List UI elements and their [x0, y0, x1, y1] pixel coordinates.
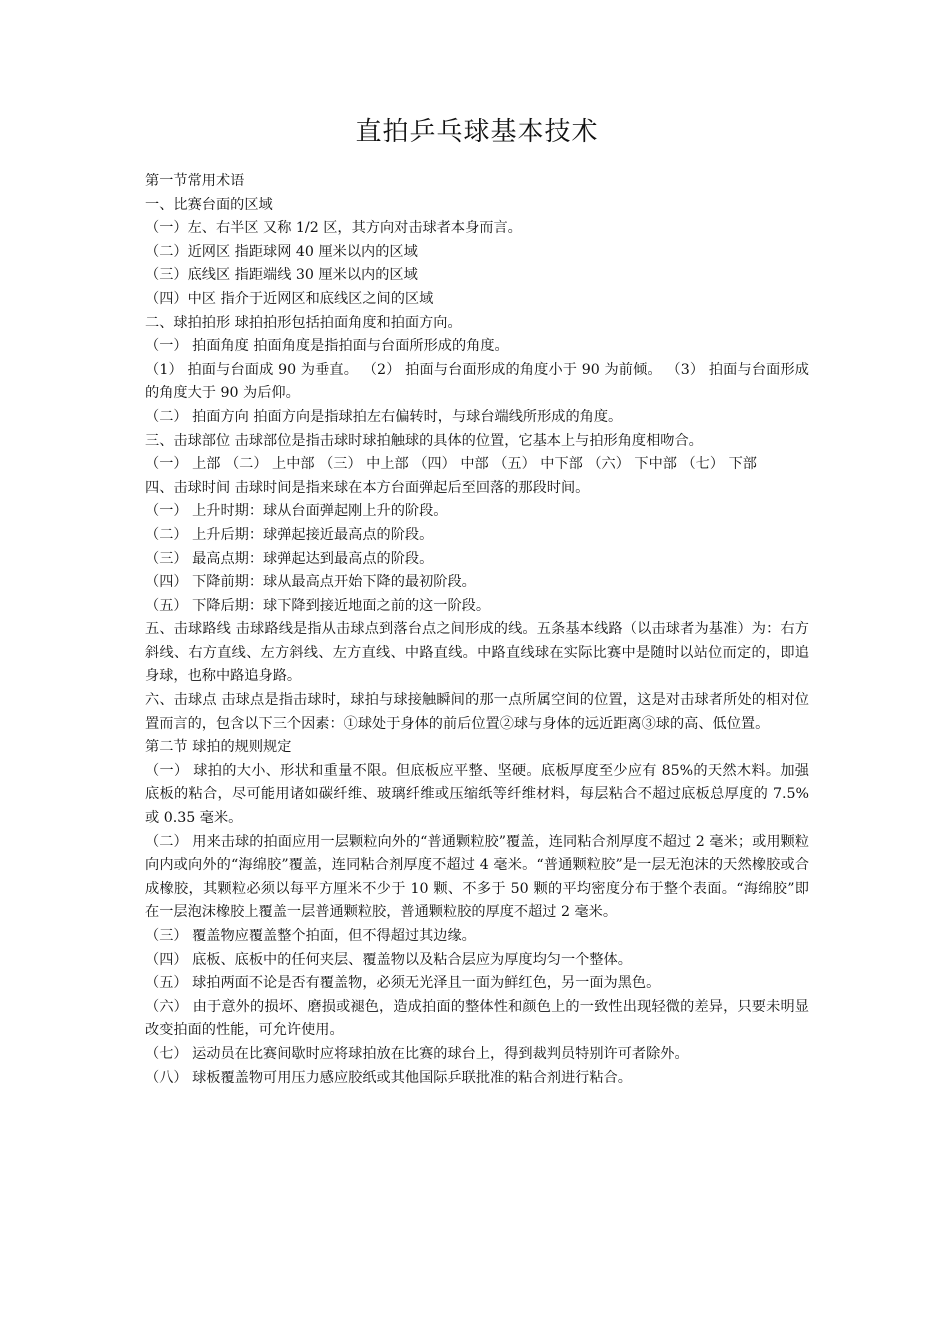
paragraph: （三） 最高点期：球弹起达到最高点的阶段。: [145, 550, 434, 567]
paragraph: （二）近网区 指距球网 40 厘米以内的区域: [145, 243, 418, 260]
document-body: [145, 170, 809, 1090]
paragraph: 一、比赛台面的区域: [145, 196, 273, 213]
paragraph: （七） 运动员在比赛间歇时应将球拍放在比赛的球台上，得到裁判员特别许可者除外。: [145, 1045, 689, 1062]
section-heading: 第二节 球拍的规则规定: [145, 739, 292, 756]
paragraph: （一） 上升时期：球从台面弹起刚上升的阶段。: [145, 503, 448, 520]
paragraph: （六） 由于意外的损坏、磨损或褪色，造成拍面的整体性和颜色上的一致性出现轻微的差异，只要未明显改变拍面的性能，可允许使用。: [145, 998, 809, 1039]
paragraph: 三、击球部位 击球部位是指击球时球拍触球的具体的位置，它基本上与拍形角度相吻合。: [145, 432, 703, 449]
paragraph: （一） 拍面角度 拍面角度是指拍面与台面所形成的角度。: [145, 338, 509, 355]
paragraph: （五） 下降后期：球下降到接近地面之前的这一阶段。: [145, 597, 491, 614]
paragraph: （一） 上部 （二） 上中部 （三） 中上部 （四） 中部 （五） 中下部 （六） 下中部 （七） 下部: [145, 456, 757, 473]
document-title: 直拍乒乓球基本技术: [355, 117, 599, 147]
paragraph: （一） 球拍的大小、形状和重量不限。但底板应平整、坚硬。底板厚度至少应有 85%的天然木料。加强底板的粘合，尽可能用诸如碳纤维、玻璃纤维或压缩纸等纤维材料，每层粘合不超过底板总厚度的 7.5%或 0.35 毫米。: [145, 762, 809, 827]
paragraph: （五） 球拍两面不论是否有覆盖物，必须无光泽且一面为鲜红色，另一面为黑色。: [145, 975, 661, 992]
paragraph: 六、击球点 击球点是指击球时，球拍与球接触瞬间的那一点所属空间的位置，这是对击球者所处的相对位置而言的，包含以下三个因素：①球处于身体的前后位置②球与身体的远近距离③球的高、低位置。: [145, 692, 809, 732]
paragraph: （四） 底板、底板中的任何夹层、覆盖物以及粘合层应为厚度均匀一个整体。: [145, 951, 632, 968]
paragraph: 四、击球时间 击球时间是指来球在本方台面弹起后至回落的那段时间。: [145, 479, 590, 496]
paragraph: （一）左、右半区 又称 1/2 区，其方向对击球者本身而言。: [145, 220, 522, 237]
section-heading: 第一节常用术语: [145, 173, 245, 189]
paragraph: （二） 拍面方向 拍面方向是指球拍左右偏转时，与球台端线所形成的角度。: [145, 408, 623, 425]
paragraph: 五、击球路线 击球路线是指从击球点到落台点之间形成的线。五条基本线路（以击球者为基准）为：右方斜线、右方直线、左方斜线、左方直线、中路直线。中路直线球在实际比赛中是随时以站位而定的，即追身球，也称中路追身路。: [145, 621, 809, 685]
paragraph: （三）底线区 指距端线 30 厘米以内的区域: [145, 267, 418, 284]
paragraph: （四） 下降前期：球从最高点开始下降的最初阶段。: [145, 574, 476, 591]
paragraph: （1） 拍面与台面成 90 为垂直。 （2） 拍面与台面形成的角度小于 90 为前倾。 （3） 拍面与台面形成的角度大于 90 为后仰。: [145, 361, 809, 402]
document-page: [145, 112, 809, 1090]
paragraph: （八） 球板覆盖物可用压力感应胶纸或其他国际乒联批准的粘合剂进行粘合。: [145, 1069, 632, 1086]
paragraph: 二、球拍拍形 球拍拍形包括拍面角度和拍面方向。: [145, 314, 462, 331]
paragraph: （三） 覆盖物应覆盖整个拍面，但不得超过其边缘。: [145, 928, 476, 944]
paragraph: （二） 用来击球的拍面应用一层颗粒向外的“普通颗粒胶”覆盖，连同粘合剂厚度不超过 2 毫米；或用颗粒向内或向外的“海绵胶”覆盖，连同粘合剂厚度不超过 4 毫米。“普通颗粒胶”是一层无泡沫的天然橡胶或合成橡胶，其颗粒必须以每平方厘米不少于 10 颗、不多于 50 颗的平均密度分布于整个表面。“海绵胶”即在一层泡沫橡胶上覆盖一层普通颗粒胶，普通颗粒胶的厚度不超过 2 毫米。: [145, 833, 809, 921]
paragraph: （二） 上升后期：球弹起接近最高点的阶段。: [145, 526, 434, 543]
paragraph: （四）中区 指介于近网区和底线区之间的区域: [145, 290, 434, 307]
